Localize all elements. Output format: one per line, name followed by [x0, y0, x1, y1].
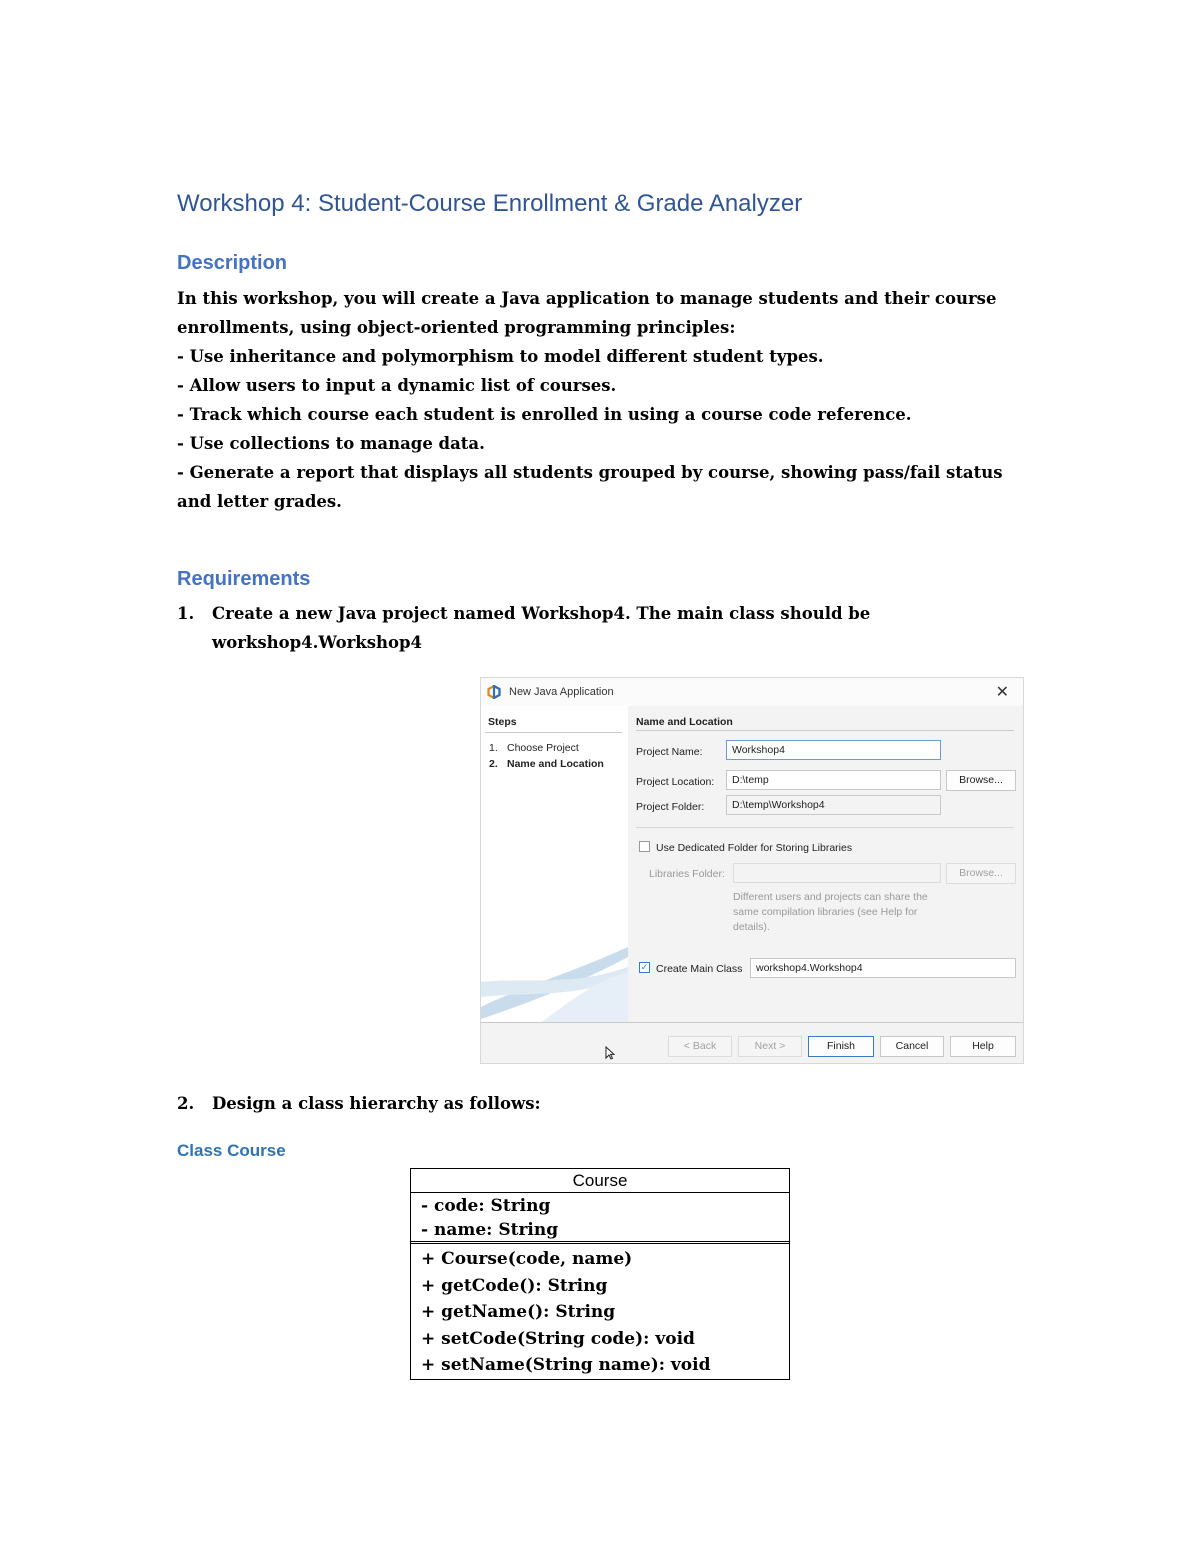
dedicated-folder-label: Use Dedicated Folder for Storing Libraries — [656, 842, 853, 854]
uml-operation: + setName(String name): void — [421, 1355, 711, 1375]
requirement-text: workshop4.Workshop4 — [212, 633, 423, 652]
uml-operation: + setCode(String code): void — [421, 1328, 695, 1349]
project-name-label: Project Name: — [636, 746, 703, 758]
requirement-number: 2. — [177, 1094, 195, 1113]
mouse-cursor-icon — [605, 1046, 615, 1060]
description-line: and letter grades. — [177, 492, 342, 511]
uml-attribute: - name: String — [421, 1220, 559, 1240]
description-line: - Track which course each student is enrolled in using a course code reference. — [177, 405, 912, 424]
requirement-item-1 — [177, 599, 1017, 657]
uml-attribute: - code: String — [421, 1196, 551, 1216]
steps-heading: Steps — [488, 716, 517, 728]
requirement-number: 1. — [177, 604, 195, 623]
step-choose-project: 1. Choose Project — [489, 742, 579, 754]
divider — [636, 827, 1014, 828]
divider — [485, 732, 622, 733]
browse-location-button[interactable]: Browse... — [946, 770, 1016, 791]
next-button[interactable]: Next > — [738, 1036, 802, 1057]
divider — [636, 730, 1014, 731]
uml-attributes — [411, 1193, 789, 1244]
uml-operation: + getName(): String — [421, 1302, 616, 1322]
project-folder-input[interactable]: D:\temp\Workshop4 — [726, 795, 941, 815]
cancel-button[interactable]: Cancel — [880, 1036, 944, 1057]
page-title: Workshop 4: Student-Course Enrollment & Grade Analyzer — [177, 190, 803, 217]
requirement-text: Create a new Java project named Workshop4. The main class should be — [212, 604, 871, 623]
dialog-titlebar — [481, 678, 1023, 706]
requirement-text: Design a class hierarchy as follows: — [212, 1094, 541, 1113]
main-class-input[interactable]: workshop4.Workshop4 — [750, 958, 1016, 978]
description-heading: Description — [177, 252, 288, 274]
uml-operation: + Course(code, name) — [421, 1249, 633, 1269]
description-body — [177, 284, 1017, 516]
description-line: - Allow users to input a dynamic list of courses. — [177, 376, 617, 395]
class-course-heading: Class Course — [177, 1141, 286, 1160]
requirement-item-2 — [177, 1089, 1017, 1118]
libraries-folder-input[interactable] — [733, 863, 941, 883]
divider — [481, 1022, 1023, 1023]
step-name-and-location: 2. Name and Location — [489, 758, 604, 770]
finish-button[interactable]: Finish — [808, 1036, 874, 1057]
description-line: - Use collections to manage data. — [177, 434, 485, 453]
help-button[interactable]: Help — [950, 1036, 1016, 1057]
browse-libraries-button[interactable]: Browse... — [946, 863, 1016, 884]
project-location-label: Project Location: — [636, 776, 715, 788]
create-main-class-checkbox[interactable]: ✓ — [640, 962, 649, 972]
new-java-application-dialog — [480, 677, 1024, 1064]
back-button[interactable]: < Back — [668, 1036, 732, 1057]
netbeans-logo-icon — [487, 685, 501, 699]
uml-class-diagram — [410, 1168, 790, 1380]
libraries-folder-label: Libraries Folder: — [649, 868, 725, 880]
dialog-title: New Java Application — [509, 686, 614, 698]
project-name-input[interactable]: Workshop4 — [726, 740, 941, 760]
close-icon[interactable]: ✕ — [995, 684, 1009, 701]
uml-operation: + getCode(): String — [421, 1275, 608, 1296]
description-line: - Use inheritance and polymorphism to model different student types. — [177, 347, 824, 366]
steps-pane — [481, 706, 628, 1022]
libraries-hint-text: Different users and projects can share the same compilation libraries (see Help for details). — [733, 891, 928, 933]
create-main-class-label: Create Main Class — [656, 963, 743, 975]
uml-class-name: Course — [411, 1169, 789, 1193]
requirements-heading: Requirements — [177, 568, 311, 590]
section-heading: Name and Location — [636, 716, 733, 728]
project-folder-label: Project Folder: — [636, 801, 705, 813]
wizard-swoosh-graphic — [481, 947, 628, 1022]
dedicated-folder-checkbox[interactable] — [639, 841, 650, 852]
description-line: enrollments, using object-oriented programming principles: — [177, 318, 736, 337]
project-location-input[interactable]: D:\temp — [726, 770, 941, 790]
description-line: - Generate a report that displays all students grouped by course, showing pass/fail status — [177, 463, 1003, 482]
description-line: In this workshop, you will create a Java application to manage students and their course — [177, 289, 997, 308]
uml-operations — [411, 1244, 789, 1379]
